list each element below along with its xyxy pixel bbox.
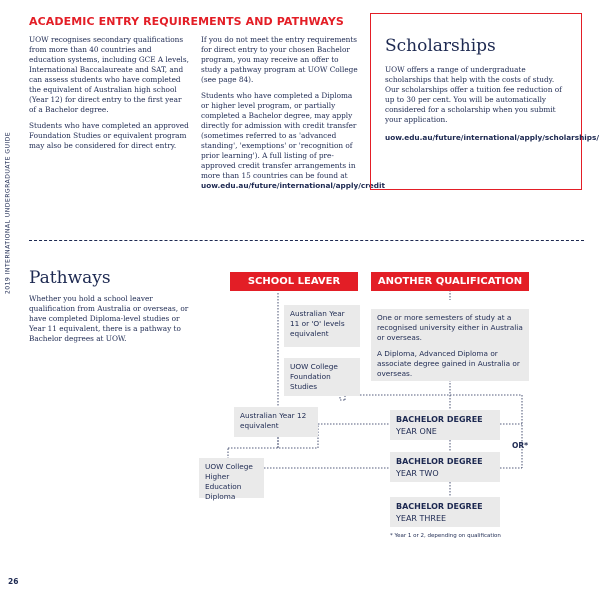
bachelor-year-three-box [390,497,500,527]
section-heading: ACADEMIC ENTRY REQUIREMENTS AND PATHWAYS [29,15,344,28]
scholarships-title: Scholarships [385,36,496,56]
school-leaver-header: SCHOOL LEAVER [230,272,358,291]
year12-box: Australian Year 12 equivalent [234,407,318,437]
foundation-box: UOW College Foundation Studies [284,358,360,396]
degree-label: BACHELOR DEGREE [396,502,483,511]
year-label: YEAR TWO [396,469,439,478]
pathways-title: Pathways [29,268,111,288]
credit-paragraph: Students who have completed a Diploma or higher level program, or partially completed a Bachelor degree, may apply directly for admission with credit transfer (sometimes referred to as 'advanced standing', 'exemptions' or 'recognition of prior learning'). A full listing of pre-approved credit transfer arrangements in more than 15 countries can be found at [201,91,357,180]
pathways-text: Whether you hold a school leaver qualification from Australia or overseas, or have completed Diploma-level studies or Year 11 equivalent, there is a pathway to Bachelor degrees at UOW. [29,294,189,343]
side-guide-label: 2019 INTERNATIONAL UNDERGRADUATE GUIDE [4,131,12,295]
diploma-box: UOW College Higher Education Diploma [199,458,264,498]
page-number: 26 [8,577,19,586]
pathway-paragraph: If you do not meet the entry requirements for direct entry to your chosen Bachelor program, you may receive an offer to study a pathway program at UOW College (see page 84). [201,35,358,84]
intro-paragraph: Students who have completed an approved Foundation Studies or equivalent program may also be considered for direct entry. [29,121,189,150]
intro-paragraph: UOW recognises secondary qualifications from more than 40 countries and education systems, including GCE A levels, International Baccalaureate and SAT, and can assess students who have completed the equivalent of Australian high school (Year 12) for direct entry to the first year of a Bachelor degree. [29,35,189,114]
year11-box: Australian Year 11 or 'O' levels equivalent [284,305,360,347]
semesters-text: One or more semesters of study at a recognised university either in Australia or overseas. [377,313,523,342]
scholarships-text: UOW offers a range of undergraduate scholarships that help with the costs of study. Our scholarships offer a tuition fee reduction of up to 30 per cent. You will be automatically considered for a scholarship when you submit your application. [385,65,562,124]
degree-label: BACHELOR DEGREE [396,415,483,424]
another-qualification-header: ANOTHER QUALIFICATION [371,272,529,291]
credit-link[interactable]: uow.edu.au/future/international/apply/credit [201,181,385,190]
year-label: YEAR ONE [396,427,437,436]
bachelor-year-one-box [390,410,500,440]
degree-label: BACHELOR DEGREE [396,457,483,466]
or-label: OR* [512,441,529,450]
another-qualification-box [371,309,529,381]
footnote: * Year 1 or 2, depending on qualification [390,533,501,539]
diploma-gained-text: A Diploma, Advanced Diploma or associate degree gained in Australia or overseas. [377,349,520,378]
year-label: YEAR THREE [396,514,447,523]
scholarships-link[interactable]: uow.edu.au/future/international/apply/scholarships/ [385,133,600,142]
bachelor-year-two-box [390,452,500,482]
